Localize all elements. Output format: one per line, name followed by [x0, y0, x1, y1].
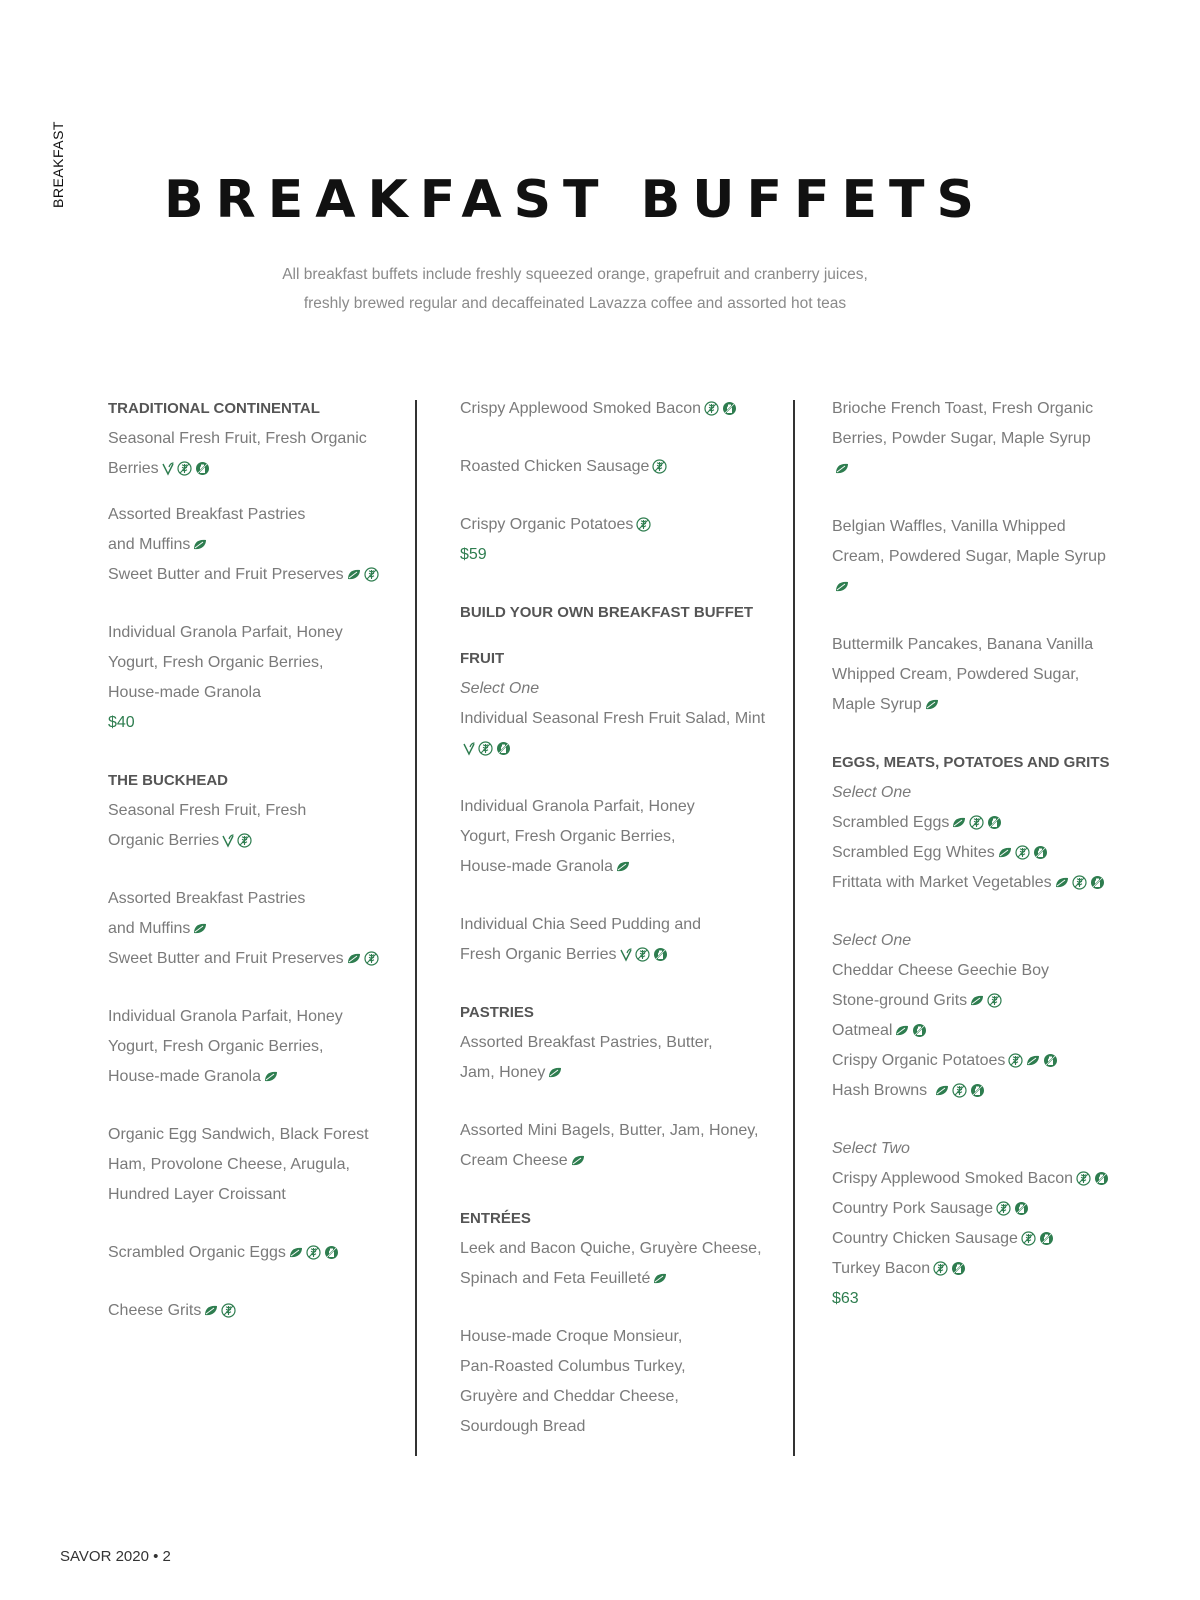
menu-item-line-text: Sweet Butter and Fruit Preserves: [108, 950, 344, 967]
vegan-icon: [219, 832, 234, 849]
menu-item-line: [460, 822, 750, 852]
vegan-icon: [617, 946, 632, 963]
menu-item-line: [108, 454, 398, 484]
dairy-free-icon: [719, 400, 737, 417]
menu-item-line: [460, 852, 750, 882]
vegan-icon: [460, 740, 475, 757]
menu-item-line-text: Pan-Roasted Columbus Turkey,: [460, 1358, 686, 1375]
column-divider: [415, 400, 417, 1456]
intro-line: All breakfast buffets include freshly squeezed orange, grapefruit and cranberry juices,: [282, 266, 868, 283]
menu-item-line: [108, 1062, 398, 1092]
dairy-free-icon: [1036, 1230, 1054, 1247]
price-label-text: $59: [460, 546, 487, 563]
price-label: [832, 1284, 1132, 1314]
gluten-free-icon: [633, 516, 651, 533]
menu-item-line-text: Crispy Applewood Smoked Bacon: [832, 1170, 1074, 1187]
dairy-free-icon: [909, 1022, 927, 1039]
gluten-free-icon: [174, 460, 192, 477]
menu-item-line: [460, 1382, 750, 1412]
menu-item-line-text: Cheese Grits: [108, 1302, 202, 1319]
dairy-free-icon: [1091, 1170, 1109, 1187]
menu-item-line: [832, 690, 1132, 720]
spacer: [108, 484, 398, 500]
selection-note: [832, 778, 1132, 808]
menu-item-line-text: Roasted Chicken Sausage: [460, 458, 650, 475]
menu-item-line: [108, 560, 398, 590]
spacer: [460, 970, 750, 998]
gluten-free-icon: [993, 1200, 1011, 1217]
price-label: [108, 708, 398, 738]
menu-item-line-text: Crispy Applewood Smoked Bacon: [460, 400, 702, 417]
menu-item-line: [460, 734, 750, 764]
menu-item-line-text: Stone-ground Grits: [832, 992, 968, 1009]
menu-item-line: [460, 1028, 750, 1058]
menu-item-line: [460, 704, 766, 734]
dairy-free-icon: [1040, 1052, 1058, 1069]
menu-item-line: [108, 648, 398, 678]
menu-item-line: [832, 454, 1132, 484]
menu-item-line: [832, 1254, 1132, 1284]
vegan-icon: [159, 460, 174, 477]
menu-item-line: [832, 1046, 1132, 1076]
menu-item-line-text: Whipped Cream, Powdered Sugar,: [832, 666, 1080, 683]
menu-item-line: [460, 792, 750, 822]
menu-column-3: [832, 394, 1132, 1314]
menu-item-line: [832, 424, 1132, 454]
vegetarian-icon: [545, 1064, 562, 1081]
side-tab-label: BREAKFAST: [50, 121, 66, 208]
spacer: [108, 738, 398, 766]
gluten-free-icon: [218, 1302, 236, 1319]
dairy-free-icon: [192, 460, 210, 477]
menu-item-line: [108, 1238, 398, 1268]
section-heading: [460, 644, 750, 674]
section-heading-text: TRADITIONAL CONTINENTAL: [108, 400, 320, 417]
menu-item-line: [108, 1150, 398, 1180]
vegetarian-icon: [190, 920, 207, 937]
gluten-free-icon: [949, 1082, 967, 1099]
menu-item-line-text: Brioche French Toast, Fresh Organic: [832, 400, 1094, 417]
spacer: [832, 602, 1132, 630]
menu-item-line-text: Yogurt, Fresh Organic Berries,: [108, 1038, 324, 1055]
spacer: [460, 1176, 750, 1204]
gluten-free-icon: [649, 458, 667, 475]
section-heading-text: FRUIT: [460, 650, 505, 667]
menu-item-line: [832, 542, 1132, 572]
menu-item-line: [108, 424, 398, 454]
vegetarian-icon: [261, 1068, 278, 1085]
spacer: [460, 570, 750, 598]
gluten-free-icon: [701, 400, 719, 417]
menu-item-line: [832, 394, 1132, 424]
spacer: [832, 720, 1132, 748]
section-heading: [832, 748, 1132, 778]
menu-item-line-text: Crispy Organic Potatoes: [460, 516, 634, 533]
dairy-free-icon: [948, 1260, 966, 1277]
menu-item-line: [460, 940, 750, 970]
menu-item-line: [832, 808, 1132, 838]
section-heading-text: ENTRÉES: [460, 1210, 531, 1227]
menu-item-line: [832, 838, 1132, 868]
spacer: [108, 590, 398, 618]
menu-item-line-text: Individual Granola Parfait, Honey: [108, 624, 343, 641]
menu-item-line-text: House-made Granola: [108, 1068, 261, 1085]
menu-item-line: [832, 1224, 1132, 1254]
menu-item-line: [460, 1058, 750, 1088]
menu-item-line: [108, 944, 398, 974]
menu-item-line-text: Seasonal Fresh Fruit, Fresh: [108, 802, 307, 819]
menu-item-line: [460, 452, 750, 482]
gluten-free-icon: [475, 740, 493, 757]
menu-item-line-text: Organic Berries: [108, 832, 220, 849]
menu-item-line-text: and Muffins: [108, 920, 191, 937]
menu-item-line-text: Buttermilk Pancakes, Banana Vanilla: [832, 636, 1094, 653]
dairy-free-icon: [967, 1082, 985, 1099]
menu-item-line-text: Belgian Waffles, Vanilla Whipped: [832, 518, 1066, 535]
vegetarian-icon: [832, 578, 849, 595]
price-label: [460, 540, 750, 570]
menu-item-line-text: House-made Croque Monsieur,: [460, 1328, 683, 1345]
menu-item-line: [108, 1032, 398, 1062]
menu-item-line: [108, 1002, 398, 1032]
menu-item-line-text: Leek and Bacon Quiche, Gruyère Cheese,: [460, 1240, 762, 1257]
menu-item-line-text: Scrambled Organic Eggs: [108, 1244, 286, 1261]
menu-item-line: [108, 914, 398, 944]
menu-item-line: [832, 956, 1132, 986]
selection-note-text: Select Two: [832, 1140, 910, 1157]
vegetarian-icon: [995, 844, 1012, 861]
menu-item-line-text: Cheddar Cheese Geechie Boy: [832, 962, 1050, 979]
menu-item-line: [108, 1180, 398, 1210]
dairy-free-icon: [650, 946, 668, 963]
gluten-free-icon: [303, 1244, 321, 1261]
menu-item-line-text: Individual Seasonal Fresh Fruit Salad, Mint: [460, 710, 766, 727]
spacer: [832, 484, 1132, 512]
gluten-free-icon: [1069, 874, 1087, 891]
spacer: [108, 974, 398, 1002]
vegetarian-icon: [568, 1152, 585, 1169]
menu-item-line-text: Turkey Bacon: [832, 1260, 931, 1277]
intro-text: [0, 260, 1150, 318]
menu-item-line: [460, 1352, 750, 1382]
menu-item-line-text: Yogurt, Fresh Organic Berries,: [460, 828, 676, 845]
vegetarian-icon: [201, 1302, 218, 1319]
section-heading-text: THE BUCKHEAD: [108, 772, 228, 789]
spacer: [832, 1106, 1132, 1134]
menu-item-line-text: Oatmeal: [832, 1022, 893, 1039]
vegetarian-icon: [1052, 874, 1069, 891]
section-heading: [108, 394, 398, 424]
menu-item-line: [108, 500, 398, 530]
vegetarian-icon: [190, 536, 207, 553]
vegetarian-icon: [286, 1244, 303, 1261]
vegetarian-icon: [949, 814, 966, 831]
menu-item-line: [832, 1164, 1132, 1194]
menu-item-line: [832, 868, 1132, 898]
spacer: [108, 1210, 398, 1238]
menu-item-line: [460, 1264, 750, 1294]
selection-note: [832, 926, 1132, 956]
menu-item-line-text: Berries, Powder Sugar, Maple Syrup: [832, 430, 1091, 447]
vegetarian-icon: [892, 1022, 909, 1039]
menu-item-line-text: Sourdough Bread: [460, 1418, 586, 1435]
menu-item-line-text: Ham, Provolone Cheese, Arugula,: [108, 1156, 350, 1173]
menu-item-line-text: Scrambled Eggs: [832, 814, 950, 831]
menu-item-line-text: Hash Browns: [832, 1082, 932, 1099]
selection-note: [832, 1134, 1132, 1164]
intro-line: freshly brewed regular and decaffeinated Lavazza coffee and assorted hot teas: [303, 295, 847, 312]
section-heading: [108, 766, 398, 796]
gluten-free-icon: [1012, 844, 1030, 861]
menu-item-line: [460, 1146, 750, 1176]
menu-item-line-text: Seasonal Fresh Fruit, Fresh Organic: [108, 430, 367, 447]
gluten-free-icon: [361, 566, 379, 583]
menu-item-line-text: Frittata with Market Vegetables: [832, 874, 1052, 891]
menu-item-line-text: Assorted Breakfast Pastries: [108, 506, 306, 523]
menu-item-line: [832, 660, 1132, 690]
menu-item-line-text: Sweet Butter and Fruit Preserves: [108, 566, 344, 583]
selection-note-text: Select One: [832, 784, 912, 801]
menu-item-line: [108, 1296, 398, 1326]
spacer: [108, 856, 398, 884]
menu-item-line: [460, 1116, 759, 1146]
menu-item-line: [108, 826, 398, 856]
dairy-free-icon: [493, 740, 511, 757]
menu-item-line-text: Individual Granola Parfait, Honey: [108, 1008, 343, 1025]
menu-item-line: [108, 618, 398, 648]
menu-item-line: [832, 1194, 1132, 1224]
vegetarian-icon: [344, 950, 361, 967]
selection-note: [460, 674, 750, 704]
selection-note-text: Select One: [832, 932, 912, 949]
price-label-text: $40: [108, 714, 135, 731]
menu-item-line: [108, 530, 398, 560]
gluten-free-icon: [984, 992, 1002, 1009]
column-divider: [793, 400, 795, 1456]
vegetarian-icon: [650, 1270, 667, 1287]
gluten-free-icon: [1073, 1170, 1091, 1187]
menu-column-2: [460, 394, 766, 1442]
vegetarian-icon: [344, 566, 361, 583]
section-heading-text: EGGS, MEATS, POTATOES AND GRITS: [832, 754, 1110, 771]
dairy-free-icon: [984, 814, 1002, 831]
spacer: [460, 1088, 750, 1116]
spacer: [460, 764, 750, 792]
gluten-free-icon: [930, 1260, 948, 1277]
menu-item-line: [460, 910, 750, 940]
menu-item-line-text: Hundred Layer Croissant: [108, 1186, 286, 1203]
spacer: [460, 882, 750, 910]
menu-item-line: [460, 1234, 762, 1264]
gluten-free-icon: [632, 946, 650, 963]
menu-item-line-text: Organic Egg Sandwich, Black Forest: [108, 1126, 369, 1143]
menu-item-line-text: Berries: [108, 460, 159, 477]
selection-note-text: Select One: [460, 680, 540, 697]
price-label-text: $63: [832, 1290, 859, 1307]
menu-item-line-text: Jam, Honey: [460, 1064, 546, 1081]
menu-item-line: [832, 986, 1132, 1016]
menu-item-line-text: Country Chicken Sausage: [832, 1230, 1018, 1247]
section-heading-text: BUILD YOUR OWN BREAKFAST BUFFET: [460, 604, 754, 621]
menu-item-line: [108, 678, 398, 708]
menu-column-1: [108, 394, 398, 1326]
menu-item-line: [108, 884, 398, 914]
gluten-free-icon: [361, 950, 379, 967]
menu-item-line-text: Gruyère and Cheddar Cheese,: [460, 1388, 679, 1405]
spacer: [108, 1268, 398, 1296]
menu-item-line-text: Assorted Breakfast Pastries, Butter,: [460, 1034, 713, 1051]
menu-item-line: [460, 1322, 750, 1352]
spacer: [832, 898, 1132, 926]
section-heading: [460, 998, 750, 1028]
menu-item-line-text: Cream, Powdered Sugar, Maple Syrup: [832, 548, 1106, 565]
menu-item-line: [832, 630, 1132, 660]
vegetarian-icon: [967, 992, 984, 1009]
gluten-free-icon: [966, 814, 984, 831]
menu-item-line-text: Assorted Mini Bagels, Butter, Jam, Honey,: [460, 1122, 759, 1139]
menu-item-line-text: Spinach and Feta Feuilleté: [460, 1270, 651, 1287]
menu-item-line-text: and Muffins: [108, 536, 191, 553]
gluten-free-icon: [1018, 1230, 1036, 1247]
dairy-free-icon: [1011, 1200, 1029, 1217]
menu-item-line: [832, 512, 1132, 542]
menu-item-line: [460, 394, 750, 424]
spacer: [460, 628, 750, 644]
vegetarian-icon: [922, 696, 939, 713]
menu-item-line-text: Scrambled Egg Whites: [832, 844, 995, 861]
menu-item-line-text: Fresh Organic Berries: [460, 946, 617, 963]
gluten-free-icon: [234, 832, 252, 849]
menu-item-line: [832, 1076, 1132, 1106]
spacer: [460, 424, 750, 452]
menu-item-line-text: House-made Granola: [460, 858, 613, 875]
menu-item-line: [108, 1120, 398, 1150]
menu-item-line: [832, 572, 1132, 602]
section-heading-text: PASTRIES: [460, 1004, 534, 1021]
menu-item-line-text: Assorted Breakfast Pastries: [108, 890, 306, 907]
menu-item-line: [832, 1016, 1132, 1046]
section-heading: [460, 1204, 750, 1234]
page-footer: SAVOR 2020 • 2: [60, 1548, 171, 1565]
menu-item-line: [460, 1412, 750, 1442]
vegetarian-icon: [932, 1082, 949, 1099]
menu-item-line-text: Crispy Organic Potatoes: [832, 1052, 1006, 1069]
menu-item-line-text: Yogurt, Fresh Organic Berries,: [108, 654, 324, 671]
gluten-free-icon: [1005, 1052, 1023, 1069]
vegetarian-icon: [613, 858, 630, 875]
menu-item-line-text: Individual Chia Seed Pudding and: [460, 916, 702, 933]
menu-item-line-text: House-made Granola: [108, 684, 261, 701]
menu-item-line: [108, 796, 398, 826]
dairy-free-icon: [321, 1244, 339, 1261]
dairy-free-icon: [1030, 844, 1048, 861]
page-title: BREAKFAST BUFFETS: [164, 170, 986, 230]
menu-item-line-text: Cream Cheese: [460, 1152, 568, 1169]
menu-item-line-text: Individual Granola Parfait, Honey: [460, 798, 695, 815]
vegetarian-icon: [1023, 1052, 1040, 1069]
dairy-free-icon: [1087, 874, 1105, 891]
spacer: [108, 1092, 398, 1120]
menu-item-line-text: Country Pork Sausage: [832, 1200, 993, 1217]
menu-item-line-text: Maple Syrup: [832, 696, 922, 713]
section-heading: [460, 598, 754, 628]
spacer: [460, 1294, 750, 1322]
vegetarian-icon: [832, 460, 849, 477]
menu-item-line: [460, 510, 750, 540]
spacer: [460, 482, 750, 510]
